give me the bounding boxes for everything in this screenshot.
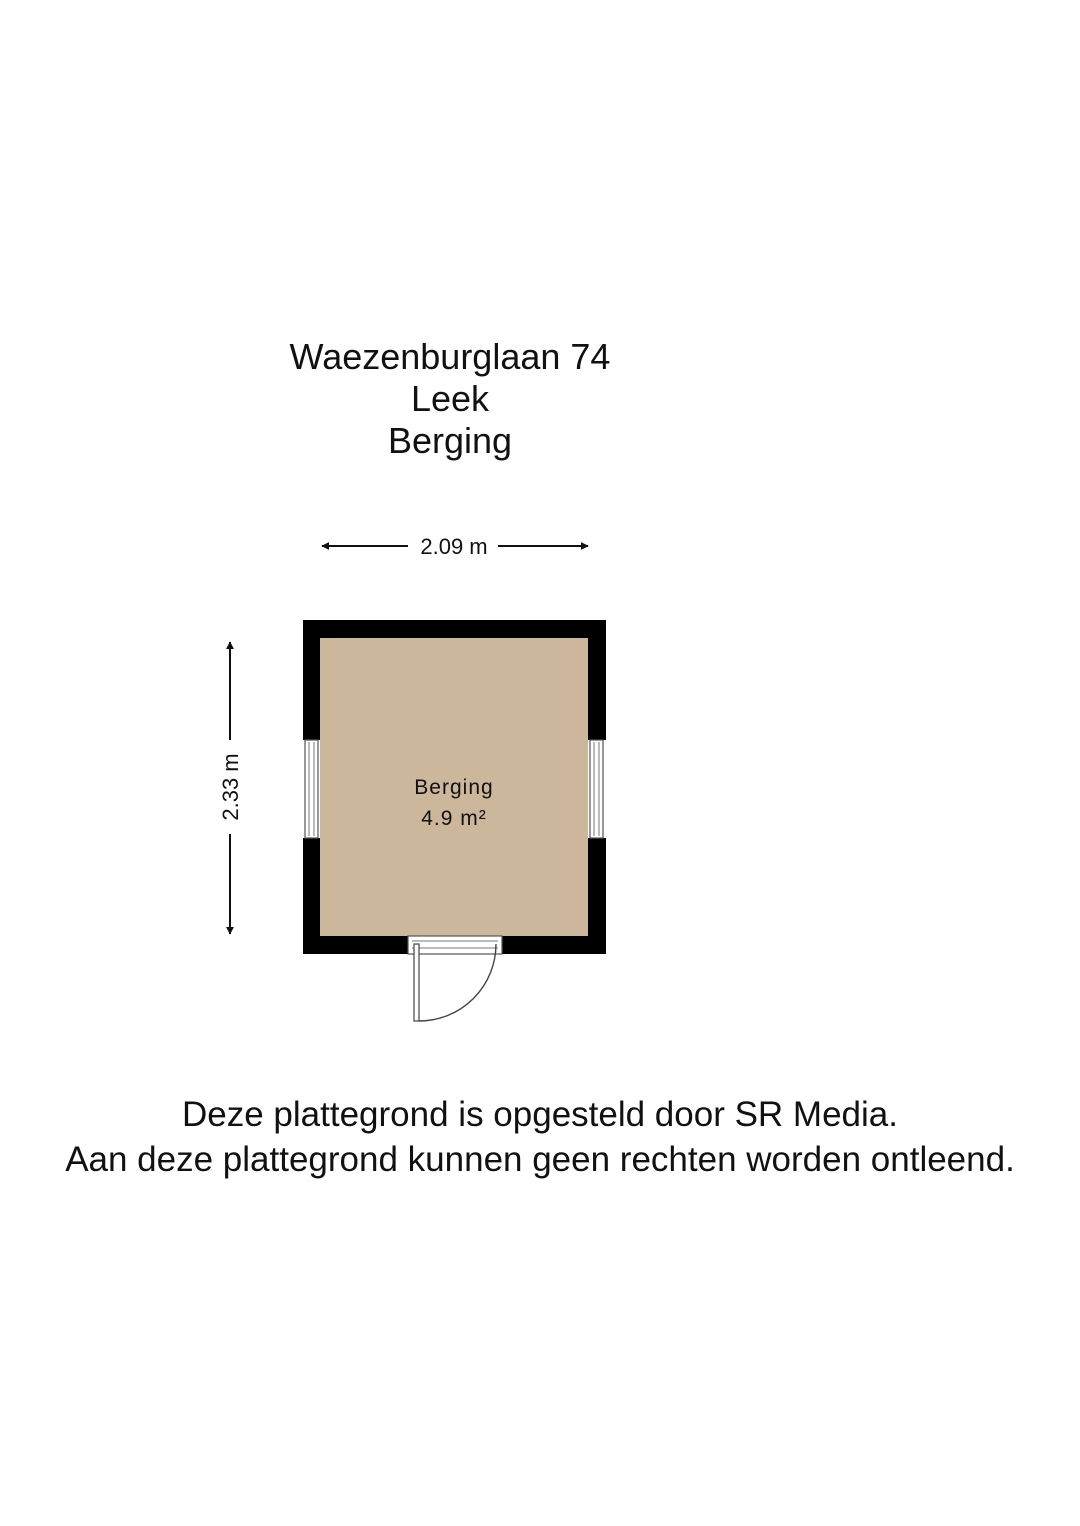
room-area: 4.9 m² (421, 807, 487, 830)
window-right (590, 740, 603, 838)
wall-top (303, 620, 606, 638)
height-dimension (218, 642, 243, 934)
wall-bottom-left (303, 936, 408, 954)
height-label: 2.33 m (218, 753, 243, 821)
window-left (305, 740, 318, 838)
door-swing-arc (419, 944, 496, 1021)
door-leaf (414, 944, 419, 1021)
disclaimer-line-1: Deze plattegrond is opgesteld door SR Media. (182, 1095, 898, 1134)
wall-bottom-right (502, 936, 606, 954)
width-label: 2.09 m (420, 534, 488, 559)
door (414, 944, 496, 1021)
address-title: Waezenburglaan 74 (289, 336, 611, 377)
room-name: Berging (414, 776, 494, 799)
width-dimension (322, 534, 588, 559)
door-frame (408, 936, 502, 954)
wall-right-upper (588, 620, 606, 740)
city-title: Leek (410, 378, 490, 419)
disclaimer (0, 1092, 1080, 1182)
section-title: Berging (387, 420, 513, 461)
disclaimer-line-2: Aan deze plattegrond kunnen geen rechten worden ontleend. (65, 1140, 1015, 1179)
wall-left-upper (303, 620, 320, 740)
